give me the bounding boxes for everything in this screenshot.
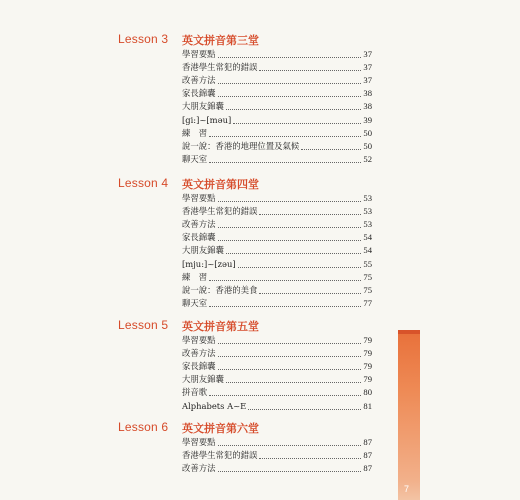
lesson-label: Lesson 4 <box>118 176 169 190</box>
toc-entry[interactable] <box>182 127 372 140</box>
dot-leader <box>218 369 362 370</box>
toc-entry[interactable] <box>182 48 372 61</box>
entry-title: 大朋友錦囊 <box>182 374 224 385</box>
toc-entry[interactable] <box>182 271 372 284</box>
dot-leader <box>218 96 362 97</box>
dot-leader <box>218 83 362 84</box>
entry-page-number: 37 <box>363 49 372 60</box>
toc-entry[interactable] <box>182 205 372 218</box>
toc-entry[interactable] <box>182 87 372 100</box>
toc-entry[interactable] <box>182 334 372 347</box>
entry-title: [mju:]~[zəu] <box>182 258 236 269</box>
dot-leader <box>248 409 361 410</box>
toc-entry[interactable] <box>182 449 372 462</box>
entry-title: 學習要點 <box>182 49 216 60</box>
entry-page-number: 75 <box>363 271 372 282</box>
entry-page-number: 54 <box>363 245 372 256</box>
dot-leader <box>226 382 362 383</box>
entry-title: [gi:]~[məu] <box>182 114 232 125</box>
dot-leader <box>218 240 362 241</box>
entry-title: 改善方法 <box>182 348 216 359</box>
toc-entry[interactable] <box>182 61 372 74</box>
entry-page-number: 53 <box>363 206 372 217</box>
dot-leader <box>209 162 361 163</box>
entry-page-number: 50 <box>363 127 372 138</box>
section-side-tab <box>398 330 420 500</box>
entry-title: 家長錦囊 <box>182 88 216 99</box>
dot-leader <box>259 458 361 459</box>
entry-page-number: 38 <box>363 88 372 99</box>
entry-title: 家長錦囊 <box>182 361 216 372</box>
lesson-title: 英文拼音第五堂 <box>182 320 259 333</box>
dot-leader <box>259 293 361 294</box>
toc-entry[interactable] <box>182 231 372 244</box>
toc-entry[interactable] <box>182 192 372 205</box>
entry-page-number: 39 <box>363 114 372 125</box>
page-number: 7 <box>404 484 410 494</box>
toc-entry[interactable] <box>182 436 372 449</box>
dot-leader <box>218 445 362 446</box>
entry-title: 說一說：香港的美食 <box>182 284 258 295</box>
entry-page-number: 77 <box>363 297 372 308</box>
entry-page-number: 79 <box>363 335 372 346</box>
entry-page-number: 87 <box>363 437 372 448</box>
entry-list <box>182 48 372 166</box>
entry-list <box>182 192 372 310</box>
toc-entry[interactable] <box>182 360 372 373</box>
entry-page-number: 53 <box>363 193 372 204</box>
entry-title: 學習要點 <box>182 193 216 204</box>
entry-page-number: 87 <box>363 450 372 461</box>
toc-entry[interactable] <box>182 347 372 360</box>
entry-page-number: 79 <box>363 348 372 359</box>
toc-entry[interactable] <box>182 74 372 87</box>
entry-page-number: 54 <box>363 232 372 243</box>
entry-title: 學習要點 <box>182 335 216 346</box>
entry-title: Alphabets A~E <box>182 400 247 411</box>
entry-title: 聊天室 <box>182 153 208 164</box>
dot-leader <box>209 395 361 396</box>
entry-page-number: 50 <box>363 140 372 151</box>
toc-entry[interactable] <box>182 462 372 475</box>
entry-title: 練 習 <box>182 127 208 138</box>
entry-page-number: 87 <box>363 463 372 474</box>
entry-title: 香港學生常犯的錯誤 <box>182 450 258 461</box>
toc-entry[interactable] <box>182 153 372 166</box>
entry-page-number: 79 <box>363 374 372 385</box>
lesson-title: 英文拼音第四堂 <box>182 178 259 191</box>
entry-title: 學習要點 <box>182 437 216 448</box>
entry-list <box>182 436 372 475</box>
entry-list <box>182 334 372 413</box>
toc-entry[interactable] <box>182 297 372 310</box>
entry-title: 香港學生常犯的錯誤 <box>182 206 258 217</box>
toc-entry[interactable] <box>182 373 372 386</box>
dot-leader <box>218 356 362 357</box>
entry-title: 家長錦囊 <box>182 232 216 243</box>
toc-entry[interactable] <box>182 399 372 412</box>
dot-leader <box>209 306 361 307</box>
lesson-label: Lesson 3 <box>118 32 169 46</box>
toc-entry[interactable] <box>182 100 372 113</box>
entry-page-number: 81 <box>363 400 372 411</box>
dot-leader <box>218 201 362 202</box>
dot-leader <box>218 343 362 344</box>
entry-title: 改善方法 <box>182 219 216 230</box>
entry-page-number: 75 <box>363 284 372 295</box>
toc-entry[interactable] <box>182 386 372 399</box>
dot-leader <box>209 280 361 281</box>
entry-page-number: 53 <box>363 219 372 230</box>
dot-leader <box>259 70 361 71</box>
lesson-label: Lesson 6 <box>118 420 169 434</box>
lesson-title: 英文拼音第三堂 <box>182 34 259 47</box>
dot-leader <box>218 227 362 228</box>
entry-page-number: 37 <box>363 75 372 86</box>
entry-title: 說一說：香港的地理位置及氣候 <box>182 140 300 151</box>
entry-page-number: 52 <box>363 153 372 164</box>
toc-entry[interactable] <box>182 244 372 257</box>
entry-page-number: 79 <box>363 361 372 372</box>
lesson-title: 英文拼音第六堂 <box>182 422 259 435</box>
toc-entry[interactable] <box>182 113 372 126</box>
entry-page-number: 37 <box>363 62 372 73</box>
dot-leader <box>233 123 361 124</box>
entry-title: 改善方法 <box>182 75 216 86</box>
entry-title: 大朋友錦囊 <box>182 101 224 112</box>
dot-leader <box>226 109 362 110</box>
dot-leader <box>238 267 362 268</box>
dot-leader <box>209 136 361 137</box>
toc-entry[interactable] <box>182 140 372 153</box>
entry-title: 大朋友錦囊 <box>182 245 224 256</box>
dot-leader <box>301 149 361 150</box>
dot-leader <box>218 57 362 58</box>
entry-page-number: 80 <box>363 387 372 398</box>
dot-leader <box>259 214 361 215</box>
entry-page-number: 38 <box>363 101 372 112</box>
toc-entry[interactable] <box>182 257 372 270</box>
dot-leader <box>218 471 362 472</box>
entry-title: 香港學生常犯的錯誤 <box>182 62 258 73</box>
entry-page-number: 55 <box>363 258 372 269</box>
side-tab-band <box>398 330 420 334</box>
dot-leader <box>226 253 362 254</box>
toc-entry[interactable] <box>182 284 372 297</box>
lesson-label: Lesson 5 <box>118 318 169 332</box>
entry-title: 聊天室 <box>182 297 208 308</box>
entry-title: 拼音歌 <box>182 387 208 398</box>
entry-title: 練 習 <box>182 271 208 282</box>
toc-entry[interactable] <box>182 218 372 231</box>
entry-title: 改善方法 <box>182 463 216 474</box>
